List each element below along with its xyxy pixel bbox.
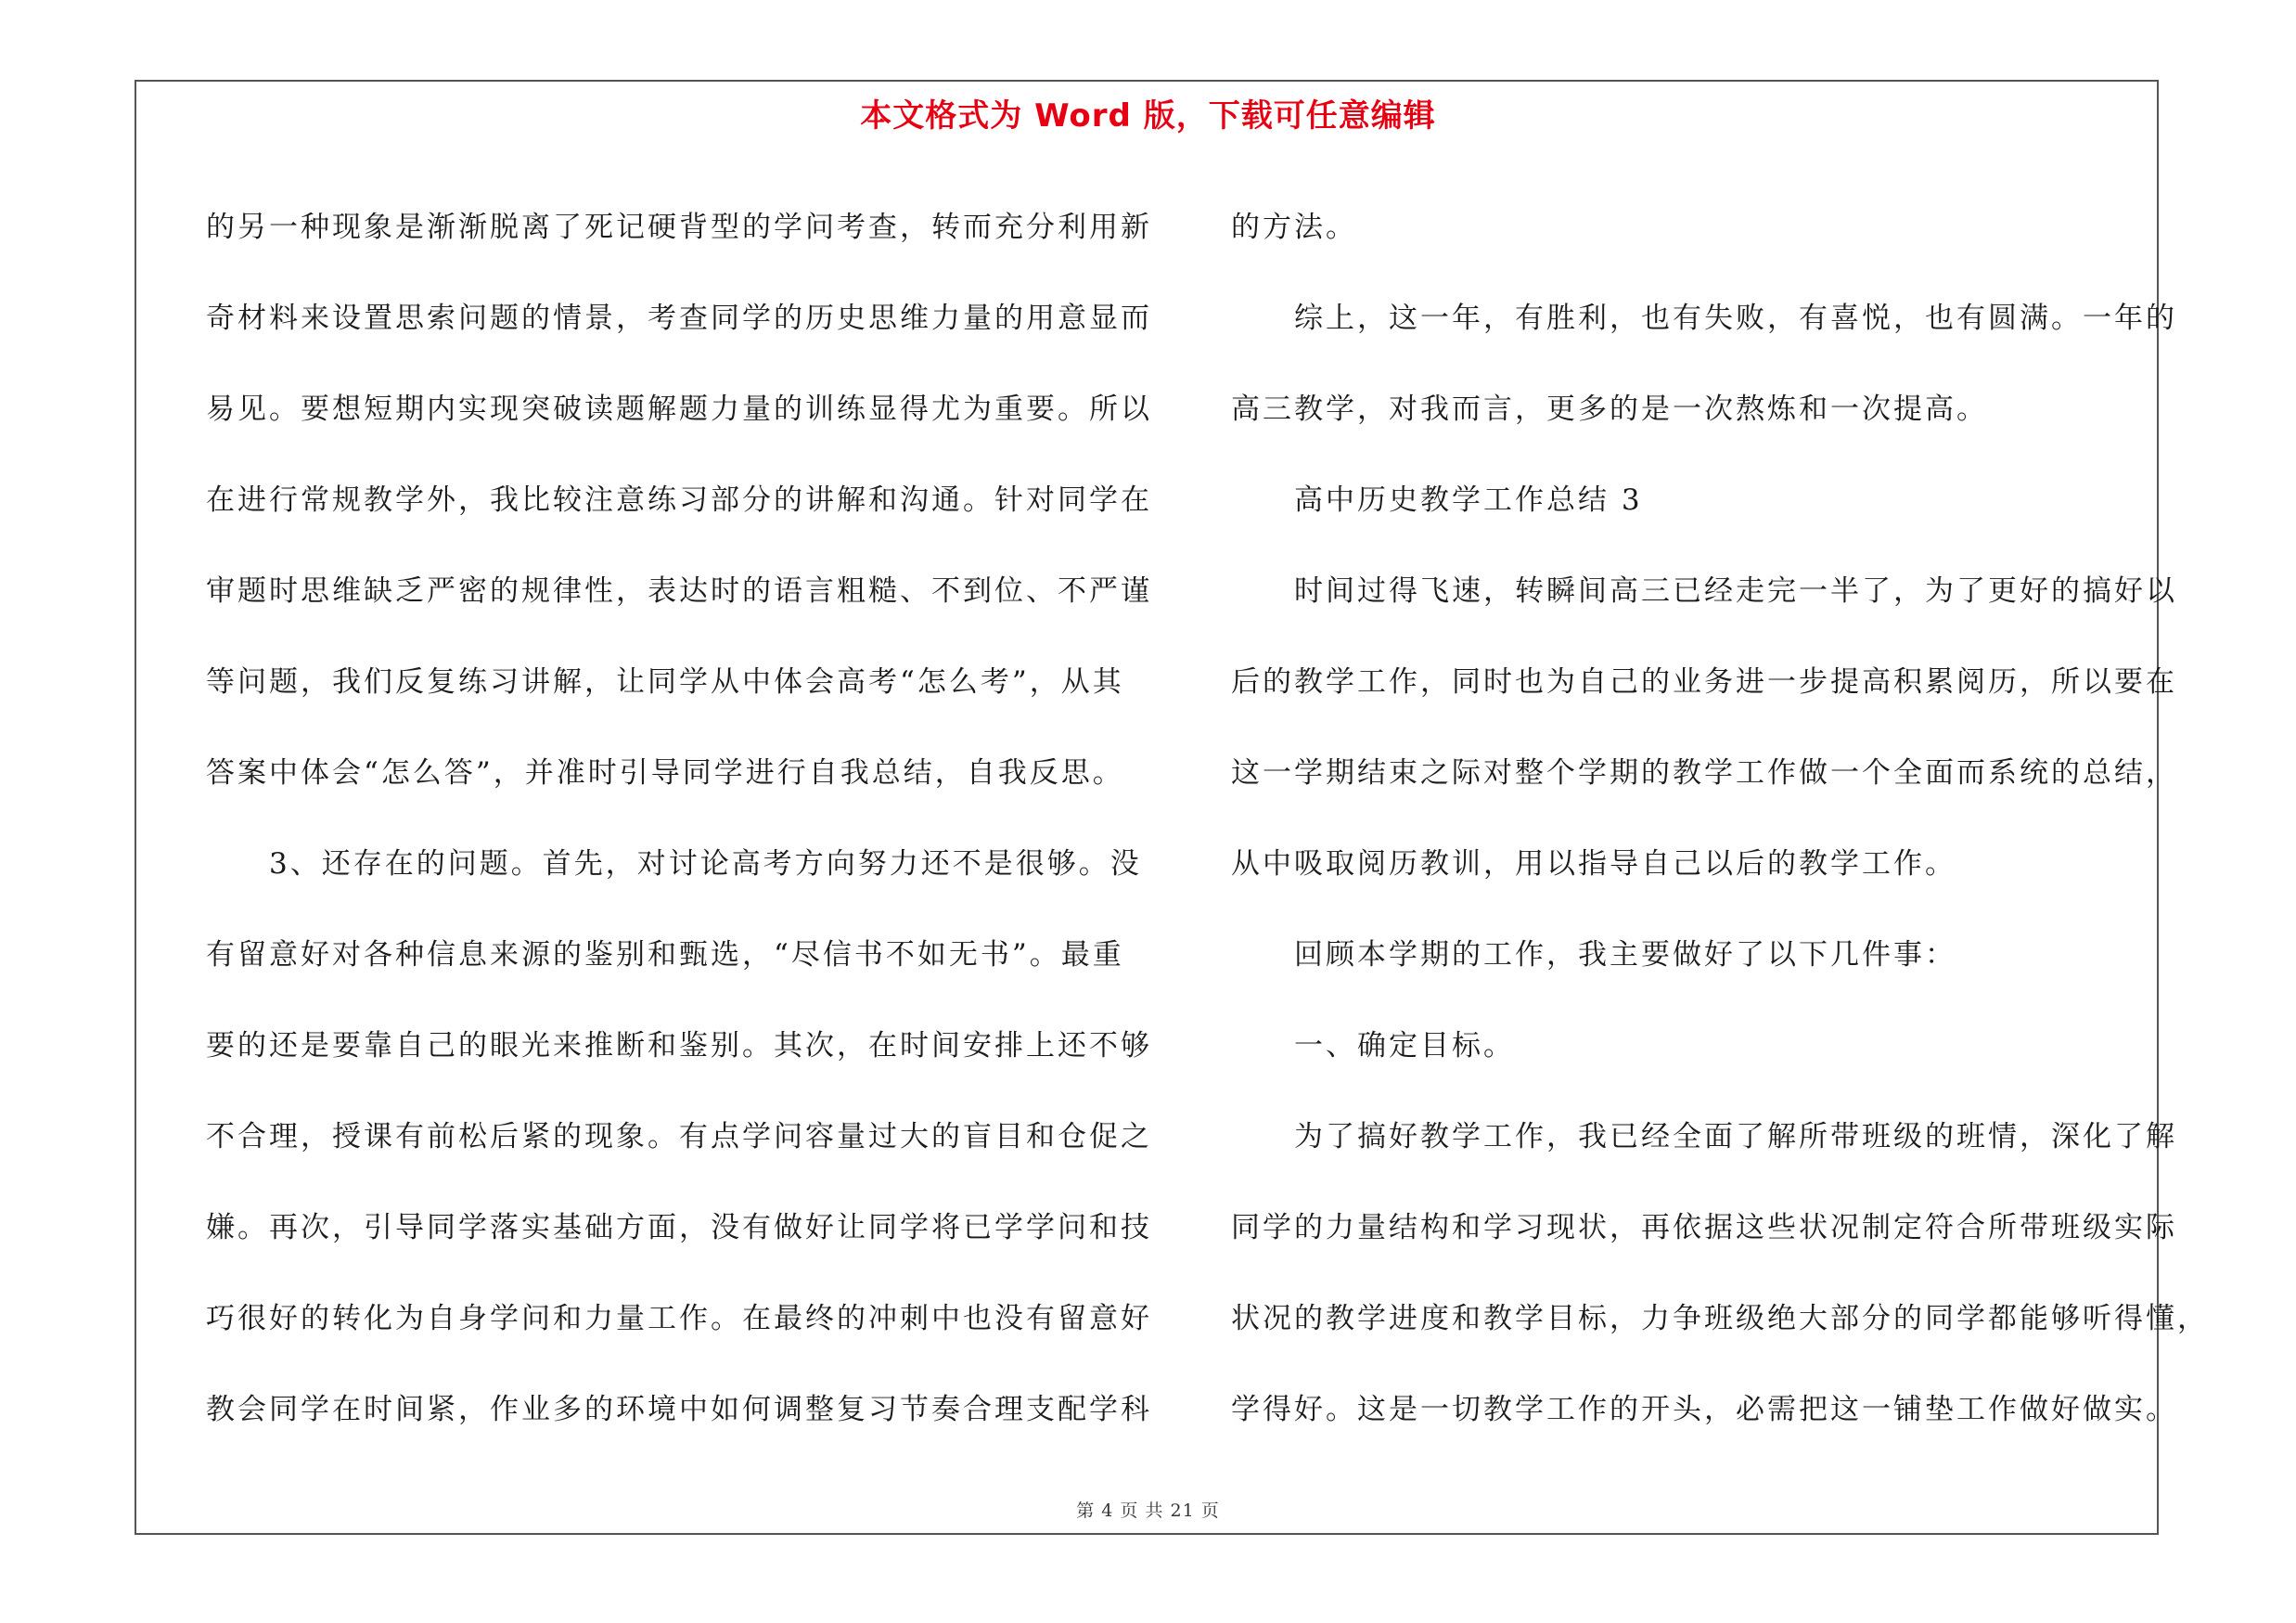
right_column-line: 综上，这一年，有胜利，也有失败，有喜悦，也有圆满。一年的 xyxy=(1231,302,2177,335)
right_column-line: 这一学期结束之际对整个学期的教学工作做一个全面而系统的总结， xyxy=(1231,756,2177,790)
right_column-line: 的方法。 xyxy=(1231,211,1357,244)
right_column-line: 后的教学工作，同时也为自己的业务进一步提高积累阅历，所以要在 xyxy=(1231,665,2177,699)
right-column xyxy=(1231,182,2209,1455)
right_column-line: 状况的教学进度和教学目标，力争班级绝大部分的同学都能够听得懂， xyxy=(1231,1302,2209,1335)
left_column-line: 在进行常规教学外，我比较注意练习部分的讲解和沟通。针对同学在 xyxy=(206,483,1152,517)
left_column-line: 易见。要想短期内实现突破读题解题力量的训练显得尤为重要。所以 xyxy=(206,393,1152,426)
left_column-line: 教会同学在时间紧，作业多的环境中如何调整复习节奏合理支配学科 xyxy=(206,1393,1152,1426)
left_column-line: 要的还是要靠自己的眼光来推断和鉴别。其次，在时间安排上还不够 xyxy=(206,1029,1152,1063)
right_column-line: 学得好。这是一切教学工作的开头，必需把这一铺垫工作做好做实。 xyxy=(1231,1393,2177,1426)
right_column-line: 时间过得飞速，转瞬间高三已经走完一半了，为了更好的搞好以 xyxy=(1231,574,2177,608)
left-column xyxy=(206,182,1152,1455)
right_column-line: 从中吸取阅历教训，用以指导自己以后的教学工作。 xyxy=(1231,847,1956,881)
left_column-line: 奇材料来设置思索问题的情景，考查同学的历史思维力量的用意显而 xyxy=(206,302,1152,335)
left_column-line: 3、还存在的问题。首先，对讨论高考方向努力还不是很够。没 xyxy=(206,847,1142,881)
right_column-line: 回顾本学期的工作，我主要做好了以下几件事： xyxy=(1231,938,1956,972)
page-footer: 第 4 页 共 21 页 xyxy=(1076,1501,1220,1521)
right_column-line: 同学的力量结构和学习现状，再依据这些状况制定符合所带班级实际 xyxy=(1231,1211,2177,1244)
left_column-line: 等问题，我们反复练习讲解，让同学从中体会高考“怎么考”，从其 xyxy=(206,665,1124,699)
left_column-line: 审题时思维缺乏严密的规律性，表达时的语言粗糙、不到位、不严谨 xyxy=(206,574,1152,608)
left_column-line: 的另一种现象是渐渐脱离了死记硬背型的学问考查，转而充分利用新 xyxy=(206,211,1152,244)
right_column-line: 一、确定目标。 xyxy=(1231,1029,1515,1063)
left_column-line: 嫌。再次，引导同学落实基础方面，没有做好让同学将已学学问和技 xyxy=(206,1211,1152,1244)
left_column-line: 答案中体会“怎么答”，并准时引导同学进行自我总结，自我反思。 xyxy=(206,756,1124,790)
header-banner: 本文格式为 Word 版，下载可任意编辑 xyxy=(860,97,1436,135)
right_column-line: 高三教学，对我而言，更多的是一次熬炼和一次提高。 xyxy=(1231,393,1988,426)
left_column-line: 巧很好的转化为自身学问和力量工作。在最终的冲刺中也没有留意好 xyxy=(206,1302,1152,1335)
right_column-line: 高中历史教学工作总结 3 xyxy=(1231,483,1643,517)
right_column-line: 为了搞好教学工作，我已经全面了解所带班级的班情，深化了解 xyxy=(1231,1120,2177,1153)
left_column-line: 不合理，授课有前松后紧的现象。有点学问容量过大的盲目和仓促之 xyxy=(206,1120,1152,1153)
left_column-line: 有留意好对各种信息来源的鉴别和甄选，“尽信书不如无书”。最重 xyxy=(206,938,1124,972)
